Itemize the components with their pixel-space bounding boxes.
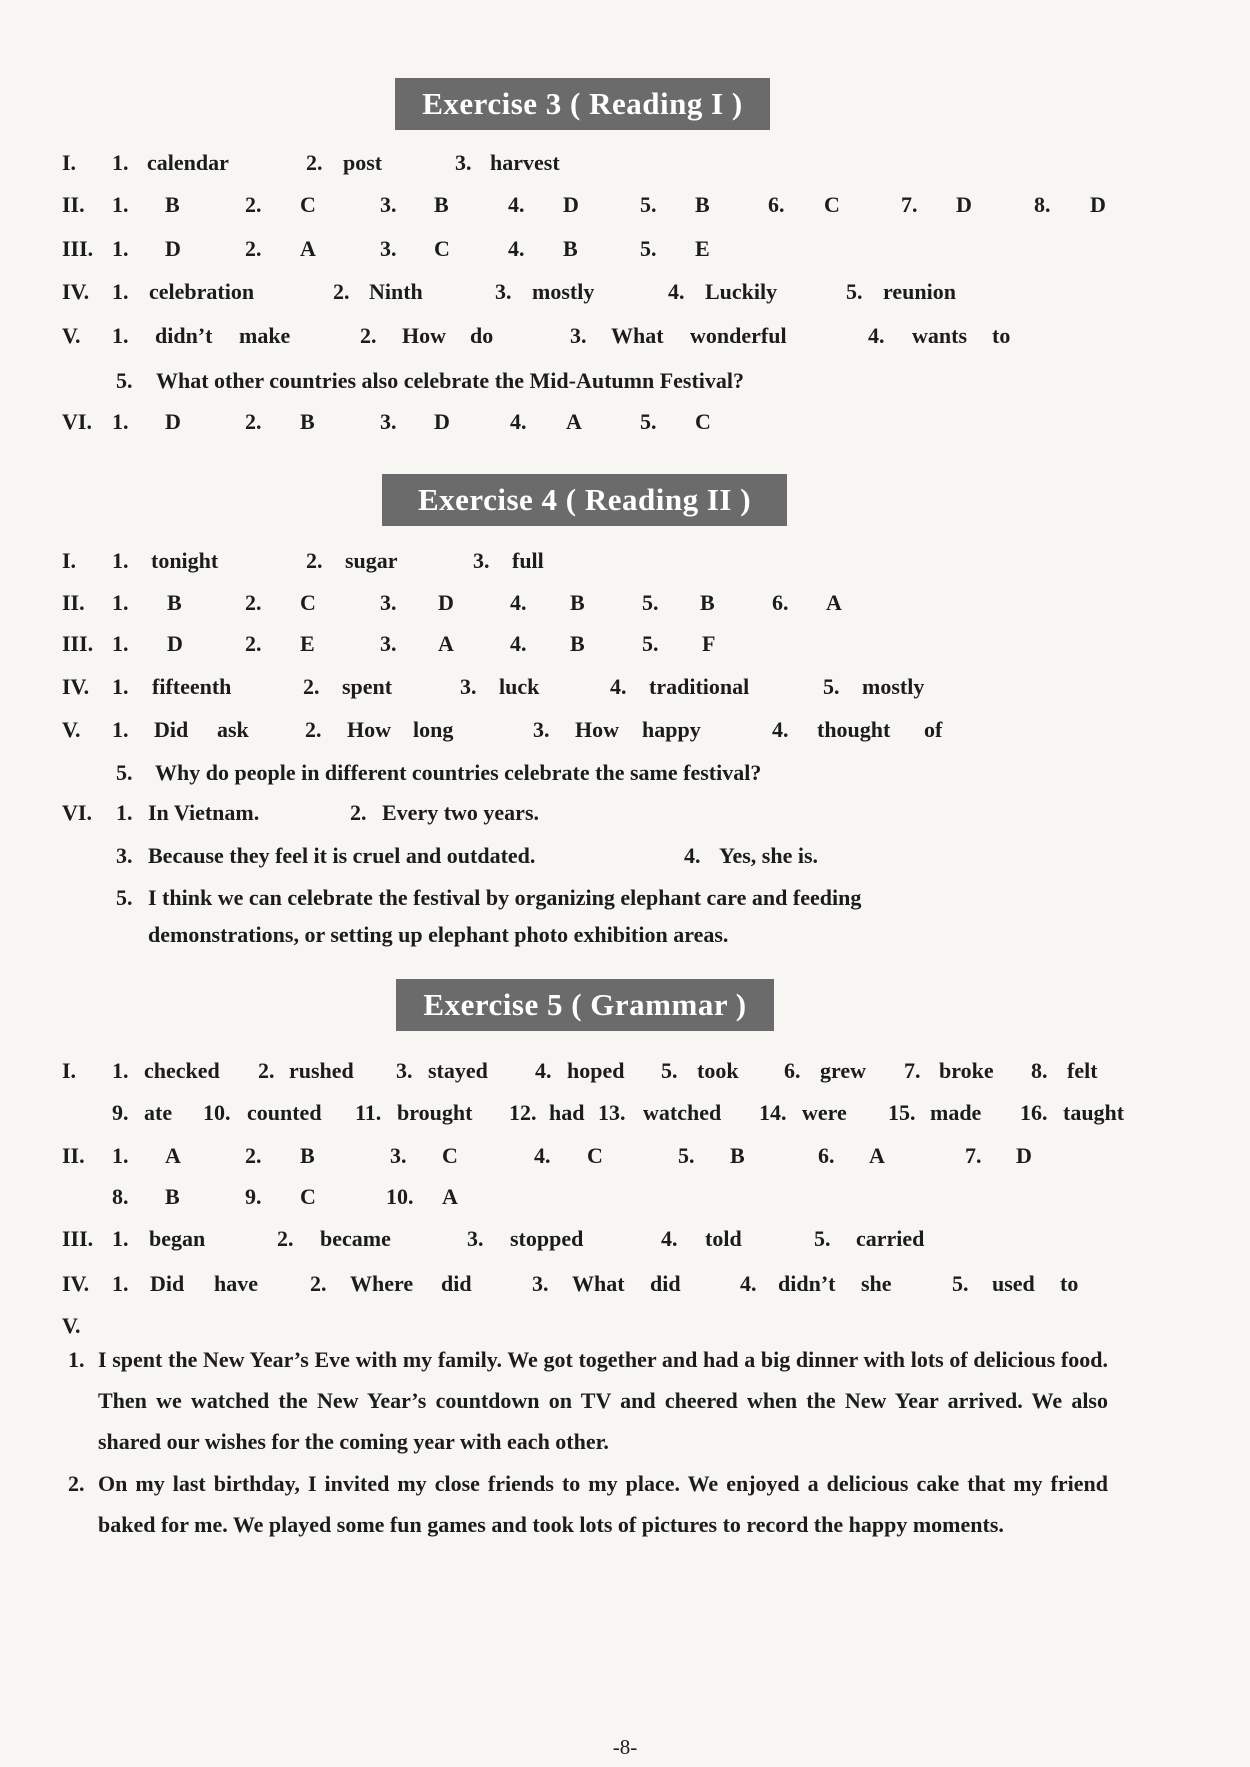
answer: did	[441, 1271, 472, 1296]
item-number: 5.	[642, 631, 659, 656]
answer: C	[824, 192, 840, 217]
answer: ate	[144, 1100, 173, 1125]
item-number: 4.	[534, 1143, 551, 1168]
item-number: 2.	[245, 631, 262, 656]
item-number: 1.	[112, 631, 129, 656]
item-number: 1.	[112, 150, 129, 175]
answer: D	[956, 192, 972, 217]
answer: A	[826, 590, 842, 615]
item-number: 2.	[245, 236, 262, 261]
ex4-section-1	[0, 548, 1250, 584]
item-number: 1.	[112, 1271, 129, 1296]
answer: had	[549, 1100, 585, 1125]
answer: C	[300, 590, 316, 615]
answer: hoped	[567, 1058, 625, 1083]
ex5-writing-1	[68, 1339, 1108, 1462]
answer: B	[300, 409, 315, 434]
answer: What other countries also celebrate the Mid-Autumn Festival?	[156, 368, 745, 393]
answer: E	[695, 236, 710, 261]
item-number: 8.	[1031, 1058, 1048, 1083]
ex5-section-4	[0, 1271, 1250, 1307]
item-number: 7.	[901, 192, 918, 217]
item-number: 7.	[965, 1143, 982, 1168]
answer: B	[165, 192, 180, 217]
answer: C	[587, 1143, 603, 1168]
item-number: 2.	[360, 323, 377, 348]
answer: to	[1060, 1271, 1079, 1296]
item-number: 4.	[510, 590, 527, 615]
ex3-section-5	[0, 323, 1250, 359]
item-number: 4.	[661, 1226, 678, 1251]
item-number: 2.	[306, 150, 323, 175]
answer: mostly	[862, 674, 925, 699]
item-number: 5.	[116, 885, 133, 910]
item-number: 3.	[380, 192, 397, 217]
item-number: 2.	[333, 279, 350, 304]
item-number: 1.	[112, 236, 129, 261]
answer: C	[434, 236, 450, 261]
ex4-section-4	[0, 674, 1250, 710]
answer: B	[300, 1143, 315, 1168]
answer: What	[611, 323, 664, 348]
item-number: 2.	[245, 1143, 262, 1168]
item-number: 5.	[640, 236, 657, 261]
answer: full	[512, 548, 544, 573]
item-number: 14.	[759, 1100, 787, 1125]
section-label: III.	[62, 236, 94, 261]
item-number: 3.	[380, 236, 397, 261]
section-label: II.	[62, 192, 85, 217]
item-number: 2.	[350, 800, 367, 825]
section-label: II.	[62, 1143, 85, 1168]
ex3-section-6	[0, 409, 1250, 445]
item-number: 4.	[668, 279, 685, 304]
item-number: 6.	[768, 192, 785, 217]
answer: did	[650, 1271, 681, 1296]
answer: C	[300, 1184, 316, 1209]
answer: D	[165, 236, 181, 261]
answer: Did	[150, 1271, 185, 1296]
item-number: 4.	[684, 843, 701, 868]
section-label: III.	[62, 1226, 94, 1251]
answer: happy	[642, 717, 701, 742]
answer: ask	[217, 717, 249, 742]
item-number: 3.	[467, 1226, 484, 1251]
answer: B	[570, 631, 585, 656]
answer: told	[705, 1226, 742, 1251]
item-number: 1.	[112, 192, 129, 217]
item-number: 3.	[495, 279, 512, 304]
ex4-section-5-q5	[0, 760, 1250, 796]
answer: sugar	[345, 548, 398, 573]
item-number: 6.	[784, 1058, 801, 1083]
item-number: 1.	[112, 409, 129, 434]
answer: Luckily	[705, 279, 778, 304]
section-label: IV.	[62, 1271, 90, 1296]
ex3-section-2	[0, 192, 1250, 228]
exercise-4-title: Exercise 4 ( Reading II )	[382, 474, 787, 526]
answer: felt	[1067, 1058, 1098, 1083]
answer: mostly	[532, 279, 595, 304]
answer: B	[695, 192, 710, 217]
item-number: 11.	[355, 1100, 382, 1125]
answer: B	[570, 590, 585, 615]
answer: broke	[939, 1058, 994, 1083]
answer: wonderful	[690, 323, 787, 348]
section-label: III.	[62, 631, 94, 656]
item-number: 3.	[116, 843, 133, 868]
answer: In Vietnam.	[148, 800, 260, 825]
answer: How	[402, 323, 446, 348]
item-number: 7.	[904, 1058, 921, 1083]
item-number: 2.	[258, 1058, 275, 1083]
ex5-writing-2	[68, 1463, 1108, 1545]
answer: demonstrations, or setting up elephant photo exhibition areas.	[148, 922, 729, 947]
answer: rushed	[289, 1058, 354, 1083]
item-number: 4.	[610, 674, 627, 699]
item-number: 5.	[642, 590, 659, 615]
answer: B	[700, 590, 715, 615]
answer: carried	[856, 1226, 925, 1251]
item-number: 5.	[116, 760, 133, 785]
item-number: 1.	[112, 1226, 129, 1251]
item-number: 1.	[112, 1058, 129, 1083]
answer: D	[438, 590, 454, 615]
item-number: 3.	[396, 1058, 413, 1083]
answer: I think we can celebrate the festival by organizing elephant care and feeding	[148, 885, 862, 910]
item-number: 5.	[678, 1143, 695, 1168]
answer: Because they feel it is cruel and outdated.	[148, 843, 536, 868]
item-number: 3.	[570, 323, 587, 348]
item-number: 15.	[888, 1100, 916, 1125]
answer: A	[300, 236, 316, 261]
item-number: 8.	[112, 1184, 129, 1209]
answer: counted	[247, 1100, 322, 1125]
item-number: 3.	[380, 590, 397, 615]
item-number: 9.	[112, 1100, 129, 1125]
section-label: V.	[62, 717, 81, 742]
item-number: 4.	[868, 323, 885, 348]
section-label: VI.	[62, 800, 92, 825]
answer: D	[165, 409, 181, 434]
answer: have	[214, 1271, 258, 1296]
ex4-section-5	[0, 717, 1250, 753]
answer: A	[566, 409, 582, 434]
answer: watched	[643, 1100, 722, 1125]
item-number: 4.	[510, 631, 527, 656]
answer: Did	[154, 717, 189, 742]
answer: were	[802, 1100, 847, 1125]
answer: C	[442, 1143, 458, 1168]
answer: tonight	[151, 548, 219, 573]
item-number: 4.	[508, 192, 525, 217]
item-number: 10.	[386, 1184, 414, 1209]
section-label: IV.	[62, 279, 90, 304]
answer: used	[992, 1271, 1035, 1296]
item-number: 10.	[203, 1100, 231, 1125]
item-number: 1.	[112, 590, 129, 615]
item-number: 2.	[245, 192, 262, 217]
answer: she	[861, 1271, 892, 1296]
answer: long	[413, 717, 454, 742]
answer: traditional	[649, 674, 750, 699]
item-number: 2.	[303, 674, 320, 699]
item-number: 1.	[112, 1143, 129, 1168]
answer: F	[702, 631, 716, 656]
item-number: 3.	[532, 1271, 549, 1296]
item-number: 4.	[535, 1058, 552, 1083]
item-number: 8.	[1034, 192, 1051, 217]
answer: began	[149, 1226, 206, 1251]
answer: Ninth	[369, 279, 423, 304]
ex3-section-1	[0, 150, 1250, 186]
ex4-section-6-row3	[0, 885, 1250, 921]
answer: How	[347, 717, 391, 742]
item-number: 1.	[116, 800, 133, 825]
item-number: 6.	[772, 590, 789, 615]
item-number: 16.	[1020, 1100, 1048, 1125]
item-number: 3.	[455, 150, 472, 175]
answer: B	[730, 1143, 745, 1168]
ex3-section-4	[0, 279, 1250, 315]
item-number: 5.	[823, 674, 840, 699]
exercise-5-title: Exercise 5 ( Grammar )	[396, 979, 774, 1031]
item-number: 5.	[846, 279, 863, 304]
answer: luck	[499, 674, 540, 699]
item-number: 5.	[116, 368, 133, 393]
answer: A	[442, 1184, 458, 1209]
item-number: 5.	[952, 1271, 969, 1296]
ex5-section-3	[0, 1226, 1250, 1262]
item-number: 2.	[306, 548, 323, 573]
item-number: 2.	[305, 717, 322, 742]
answer: stopped	[510, 1226, 584, 1251]
item-number: 6.	[818, 1143, 835, 1168]
section-label: V.	[62, 1313, 81, 1338]
section-label: IV.	[62, 674, 90, 699]
answer: B	[165, 1184, 180, 1209]
answer: D	[167, 631, 183, 656]
item-number: 4.	[740, 1271, 757, 1296]
answer: D	[563, 192, 579, 217]
answer: A	[165, 1143, 181, 1168]
item-number: 1.	[112, 548, 129, 573]
answer: didn’t	[155, 323, 213, 348]
item-number: 3.	[533, 717, 550, 742]
answer: D	[1090, 192, 1106, 217]
ex4-section-3	[0, 631, 1250, 667]
answer: reunion	[883, 279, 956, 304]
answer: Yes, she is.	[719, 843, 819, 868]
answer: took	[697, 1058, 739, 1083]
answer: B	[167, 590, 182, 615]
item-number: 13.	[598, 1100, 626, 1125]
answer: checked	[144, 1058, 220, 1083]
item-number: 12.	[509, 1100, 537, 1125]
answer: E	[300, 631, 315, 656]
answer: make	[239, 323, 291, 348]
writing-answer: I spent the New Year’s Eve with my family. We got together and had a big dinner with lots of delicious food. Then we watched the New Year’s countdown on TV and cheered when the New Year arrived. We also shared our wishes for the coming year with each other.	[98, 1347, 1108, 1454]
item-number: 5.	[640, 192, 657, 217]
section-label: V.	[62, 323, 81, 348]
ex3-section-3	[0, 236, 1250, 272]
answer: Why do people in different countries celebrate the same festival?	[155, 760, 762, 785]
answer: What	[572, 1271, 625, 1296]
answer: Where	[350, 1271, 414, 1296]
ex5-section-2-row2	[0, 1184, 1250, 1220]
answer: C	[695, 409, 711, 434]
answer: to	[992, 323, 1011, 348]
item-number: 5.	[814, 1226, 831, 1251]
answer: fifteenth	[152, 674, 232, 699]
exercise-3-title: Exercise 3 ( Reading I )	[395, 78, 770, 130]
item-number: 3.	[380, 409, 397, 434]
answer: brought	[397, 1100, 473, 1125]
answer: stayed	[428, 1058, 488, 1083]
ex5-section-1-row2	[0, 1100, 1250, 1136]
answer: Every two years.	[382, 800, 540, 825]
answer: became	[320, 1226, 391, 1251]
answer: D	[1016, 1143, 1032, 1168]
writing-answer: On my last birthday, I invited my close friends to my place. We enjoyed a delicious cake that my friend baked for me. We played some fun games and took lots of pictures to record the happy moments.	[98, 1471, 1108, 1537]
answer: B	[563, 236, 578, 261]
answer: taught	[1063, 1100, 1125, 1125]
answer: spent	[342, 674, 393, 699]
answer: post	[343, 150, 383, 175]
section-label: I.	[62, 548, 77, 573]
answer: How	[575, 717, 619, 742]
item-number: 3.	[390, 1143, 407, 1168]
answer: C	[300, 192, 316, 217]
ex4-section-2	[0, 590, 1250, 626]
section-label: I.	[62, 1058, 77, 1083]
answer: A	[869, 1143, 885, 1168]
answer: grew	[820, 1058, 867, 1083]
item-number: 2.	[245, 590, 262, 615]
item-number: 1.	[112, 674, 129, 699]
item-number: 2.	[245, 409, 262, 434]
item-number: 2.	[310, 1271, 327, 1296]
section-label: VI.	[62, 409, 92, 434]
answer: of	[924, 717, 943, 742]
item-number: 1.	[112, 323, 129, 348]
item-number: 4.	[772, 717, 789, 742]
item-number: 9.	[245, 1184, 262, 1209]
item-number: 2.	[68, 1471, 85, 1496]
item-number: 5.	[640, 409, 657, 434]
ex5-section-1	[0, 1058, 1250, 1094]
item-number: 4.	[510, 409, 527, 434]
item-number: 4.	[508, 236, 525, 261]
ex4-section-6-row4	[0, 922, 1250, 958]
item-number: 1.	[68, 1347, 85, 1372]
ex3-section-5-q5	[0, 368, 1250, 404]
answer: harvest	[490, 150, 560, 175]
item-number: 3.	[460, 674, 477, 699]
answer: wants	[912, 323, 968, 348]
item-number: 5.	[661, 1058, 678, 1083]
ex5-section-2	[0, 1143, 1250, 1179]
section-label: I.	[62, 150, 77, 175]
ex4-section-6	[0, 800, 1250, 836]
answer: calendar	[147, 150, 229, 175]
item-number: 3.	[380, 631, 397, 656]
answer: A	[438, 631, 454, 656]
item-number: 1.	[112, 717, 129, 742]
answer: thought	[817, 717, 891, 742]
answer: made	[930, 1100, 982, 1125]
answer: do	[470, 323, 494, 348]
answer: celebration	[149, 279, 255, 304]
answer: didn’t	[778, 1271, 836, 1296]
item-number: 3.	[473, 548, 490, 573]
page-number: -8-	[612, 1735, 638, 1759]
item-number: 2.	[277, 1226, 294, 1251]
answer: D	[434, 409, 450, 434]
answer: B	[434, 192, 449, 217]
section-label: II.	[62, 590, 85, 615]
ex4-section-6-row2	[0, 843, 1250, 879]
item-number: 1.	[112, 279, 129, 304]
